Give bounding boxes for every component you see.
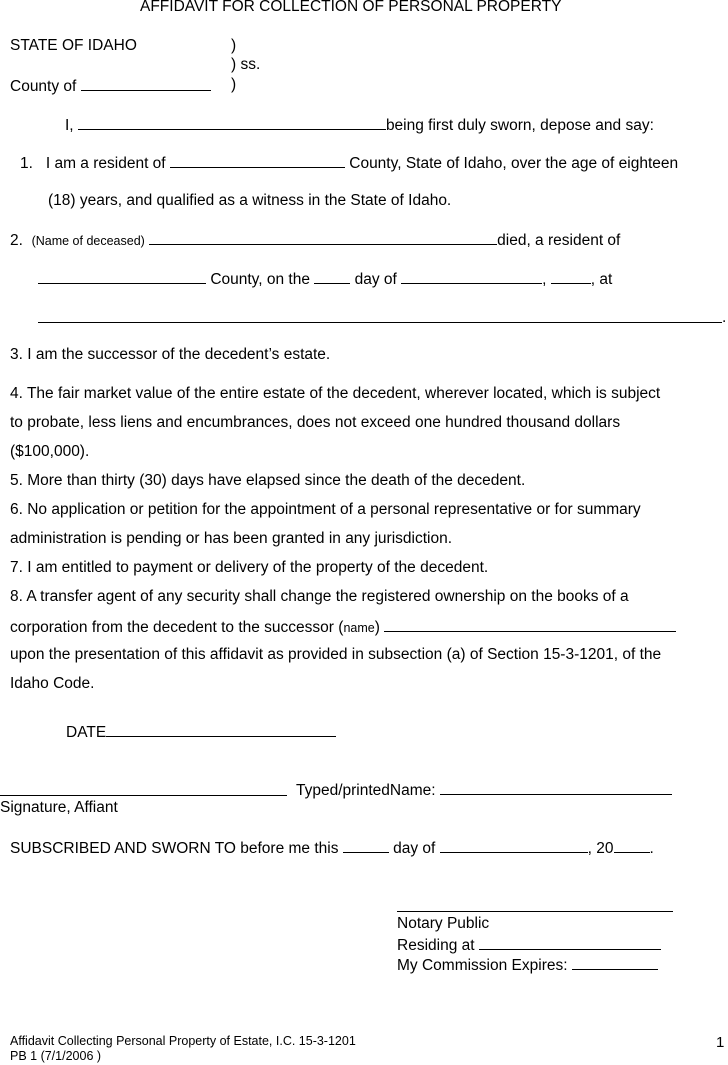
item-8-line-3: upon the presentation of this affidavit as provided in subsection (a) of Section 15-3-1201, of the (10, 646, 662, 663)
subscribed-line (10, 838, 654, 858)
item-1-post: County, State of Idaho, over the age of eighteen (349, 155, 679, 172)
item-2-comma: , (542, 271, 547, 288)
subscribed-year-prefix: , 20 (587, 840, 614, 857)
footer-line-1: Affidavit Collecting Personal Property of Estate, I.C. 15-3-1201 (10, 1034, 356, 1048)
subscribed-period: . (649, 840, 654, 857)
successor-name-blank[interactable] (384, 617, 676, 632)
sworn-day-blank[interactable] (343, 838, 389, 853)
venue-paren-3: ) (231, 76, 237, 93)
county-label: County of (10, 78, 77, 95)
date-label: DATE (66, 724, 107, 741)
page-number: 1 (716, 1034, 725, 1051)
item-2-period: . (722, 309, 727, 326)
venue-paren-ss: ) ss. (231, 56, 261, 73)
item-1-number: 1. (20, 155, 33, 172)
item-3: 3. I am the successor of the decedent’s estate. (10, 346, 331, 363)
subscribed-pre: SUBSCRIBED AND SWORN TO before me this (10, 840, 339, 857)
item-4-line-3: ($100,000). (10, 443, 90, 460)
affiant-signature-blank[interactable] (0, 795, 287, 796)
sworn-year-blank[interactable] (614, 838, 650, 853)
subscribed-day-of: day of (393, 840, 436, 857)
item-4-line-2: to probate, less liens and encumbrances, does not exceed one hundred thousand dollars (10, 414, 621, 431)
item-2-number: 2. (10, 232, 23, 249)
successor-name-label: name (343, 621, 375, 635)
item-8-line-2 (10, 617, 676, 637)
venue-paren-1: ) (231, 37, 237, 54)
typed-name-blank[interactable] (440, 780, 672, 795)
county-blank[interactable] (81, 76, 211, 91)
item-1-line-1 (20, 153, 678, 173)
notary-residing-line (397, 935, 661, 955)
notary-residing-blank[interactable] (479, 935, 661, 950)
item-2-at: , at (590, 271, 613, 288)
sworn-month-blank[interactable] (440, 838, 588, 853)
notary-residing-label: Residing at (397, 937, 475, 954)
item-2-line-1 (10, 230, 620, 250)
signature-label: Signature, Affiant (0, 799, 118, 816)
item-8-close-paren: ) (374, 619, 380, 636)
item-8-pre: corporation from the decedent to the successor ( (10, 619, 344, 636)
item-2-county-on: County, on the (210, 271, 310, 288)
deceased-county-blank[interactable] (38, 269, 206, 284)
document-title: AFFIDAVIT FOR COLLECTION OF PERSONAL PROPERTY (140, 0, 562, 15)
notary-title: Notary Public (397, 915, 490, 932)
item-8-line-4: Idaho Code. (10, 675, 95, 692)
notary-commission-label: My Commission Expires: (397, 957, 568, 974)
death-day-blank[interactable] (314, 269, 350, 284)
resident-county-blank[interactable] (170, 153, 345, 168)
item-2-died: died, a resident of (497, 232, 621, 249)
item-6-line-2: administration is pending or has been granted in any jurisdiction. (10, 530, 453, 547)
item-5: 5. More than thirty (30) days have elapsed since the death of the decedent. (10, 472, 526, 489)
deceased-name-label: (Name of deceased) (31, 234, 145, 248)
date-line (66, 722, 336, 742)
item-1-pre: I am a resident of (45, 155, 166, 172)
item-8-line-1: 8. A transfer agent of any security shall change the registered ownership on the books of a (10, 588, 629, 605)
item-2-day-of: day of (354, 271, 397, 288)
deceased-name-blank[interactable] (149, 230, 497, 245)
notary-signature-blank[interactable] (397, 911, 673, 912)
affiant-name-blank[interactable] (78, 115, 386, 130)
death-month-blank[interactable] (401, 269, 542, 284)
venue-county (10, 76, 211, 96)
item-7: 7. I am entitled to payment or delivery of the property of the decedent. (10, 559, 489, 576)
footer-line-2: PB 1 (7/1/2006 ) (10, 1049, 102, 1063)
death-year-blank[interactable] (551, 269, 591, 284)
item-6-line-1: 6. No application or petition for the appointment of a personal representative or for summary (10, 501, 641, 518)
typed-name-line (296, 780, 672, 800)
notary-commission-line (397, 955, 658, 975)
date-blank[interactable] (106, 722, 336, 737)
item-4-line-1: 4. The fair market value of the entire estate of the decedent, wherever located, which is subject (10, 385, 661, 402)
typed-name-label: Typed/printedName: (296, 782, 436, 799)
venue-state: STATE OF IDAHO (10, 37, 137, 54)
intro-prefix: I, (65, 117, 74, 134)
item-1-line-2: (18) years, and qualified as a witness in the State of Idaho. (48, 192, 452, 209)
death-location-blank[interactable] (38, 322, 722, 323)
notary-commission-blank[interactable] (572, 955, 658, 970)
intro-line (65, 115, 654, 135)
item-2-line-2 (38, 269, 612, 289)
intro-suffix: being first duly sworn, depose and say: (385, 117, 654, 134)
